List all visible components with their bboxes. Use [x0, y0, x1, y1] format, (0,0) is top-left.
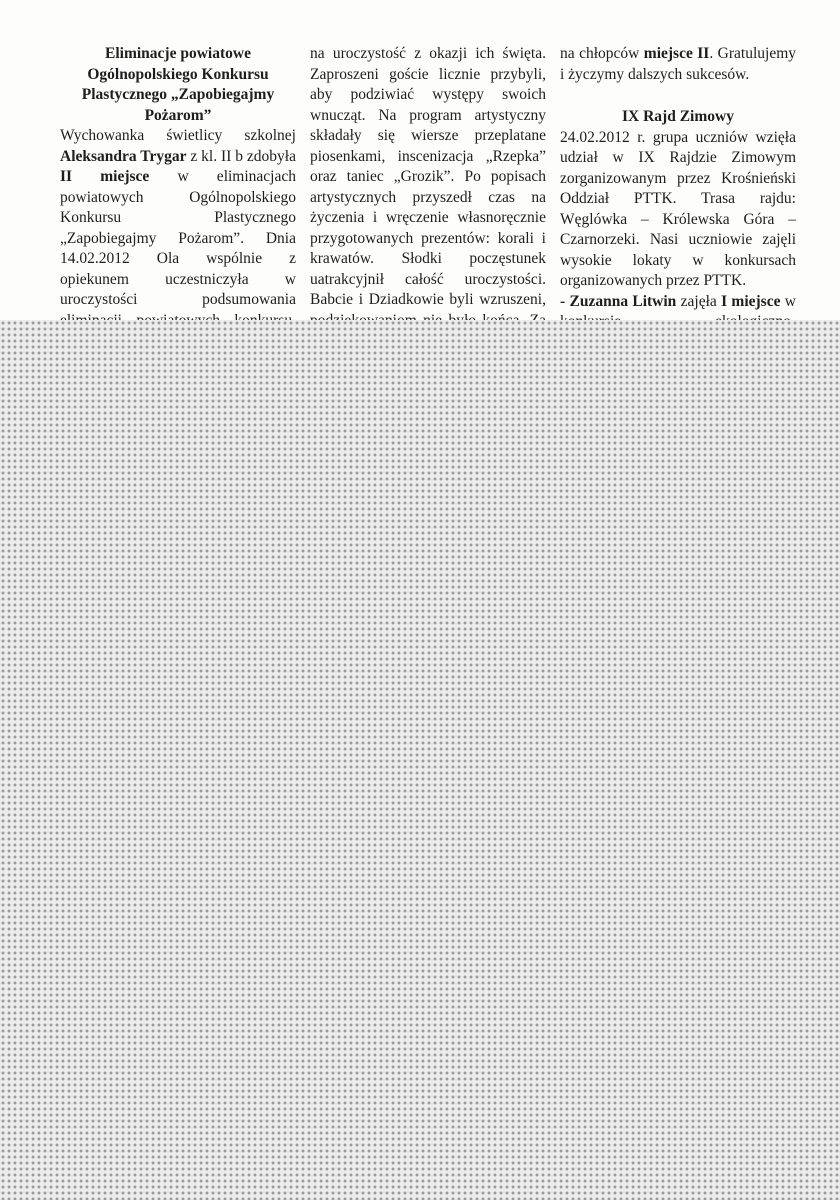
article-body-winter-rally: 24.02.2012 r. grupa uczniów wzięła udział w IX Rajdzie Zimowym zorganizowanym przez Krośnieński Oddział PTTK. Trasa rajdu: Węglówka – Królewska Góra – Czarnorzeki. Nasi uczniowie zajęli wysokie lokaty w konkursach organizowanych przez PTTK.	[560, 128, 796, 289]
student-name: Aleksandra Trygar	[60, 147, 187, 165]
body-text: w eliminacjach powiatowych Ogólnopolskiego Konkursu Plastycznego „Zapobiegajmy Pożarom”. Dnia 14.02.2012 Ola wspólnie z opiekunem uczestniczyła w uroczystości podsumowania	[60, 168, 296, 308]
article-heading-winter-rally: IX Rajd Zimowy	[622, 108, 734, 125]
award-place: II miejsce	[60, 168, 150, 185]
body-text: z kl. II b zdobyła	[186, 147, 296, 165]
redaction-dot-pattern	[0, 320, 840, 1200]
body-text: w	[784, 292, 796, 310]
body-text: zajęła	[676, 292, 722, 310]
article-body-continued	[560, 44, 796, 85]
article-body-grandparents-day: na uroczystość z okazji ich święta. Zaproszeni goście licznie przybyli, aby podziwiać występy swoich wnucząt. Na program artystyczny składały się wiersze przeplatane piosenkami, inscenizacja „Rzepka” oraz taniec „Grozik”. Po popisach artystycznych przyszedł czas na życzenia i wręczenie własnoręcznie przygotowanych prezentów: korali i krawatów. Słodki poczęstunek uatrakcyjnił całość uroczystości. Babcie i Dziadkowie byli wzruszeni,	[310, 45, 546, 308]
award-place: I miejsce	[721, 292, 781, 310]
article-heading-fire-contest: Eliminacje powiatowe Ogólnopolskiego Konkursu Plastycznego „Zapobiegajmy Pożarom”	[81, 45, 275, 124]
list-dash: -	[560, 292, 570, 310]
body-text: na chłopców	[560, 45, 644, 62]
body-text: Wychowanka świetlicy szkolnej	[60, 127, 296, 144]
body-text: . Gratulujemy i życzymy dalszych sukcesów.	[560, 45, 797, 83]
column-right	[560, 44, 796, 353]
column-middle	[310, 44, 546, 352]
award-place: miejsce II	[643, 45, 710, 62]
student-name: Zuzanna Litwin	[569, 292, 677, 310]
